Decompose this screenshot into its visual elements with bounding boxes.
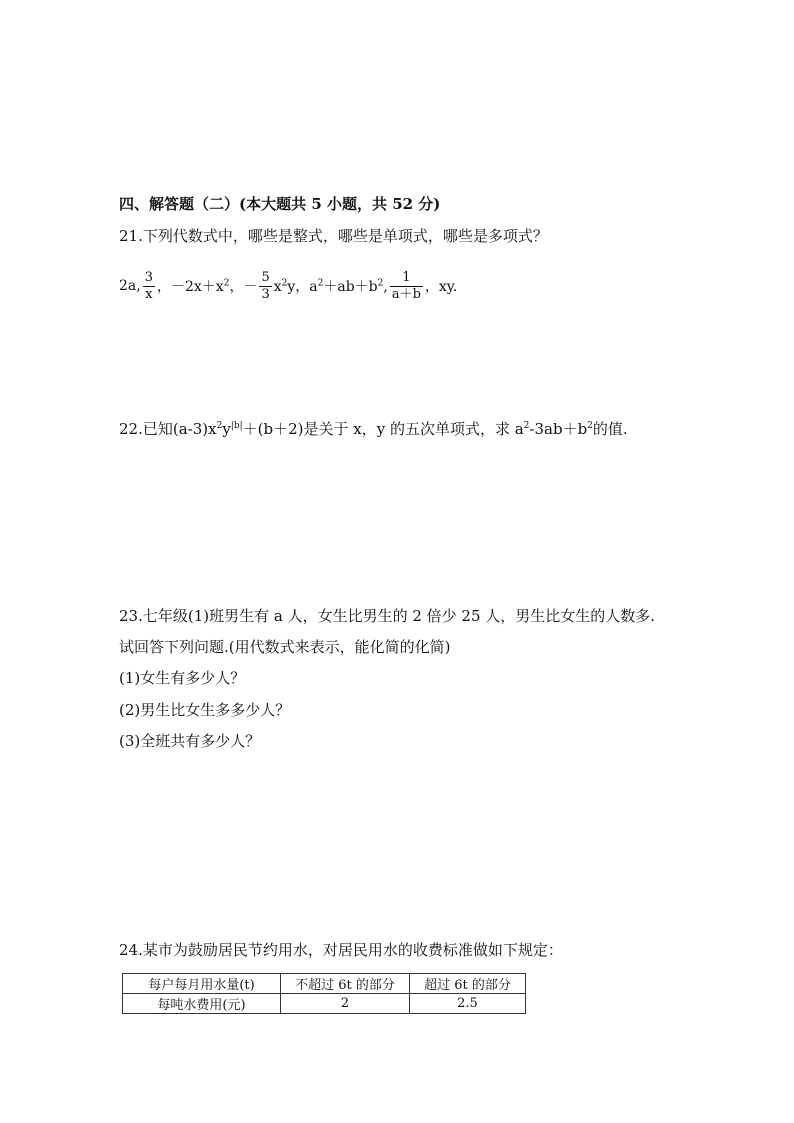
table-cell: 不超过 6t 的部分 <box>281 974 410 994</box>
fraction-numerator: 1 <box>390 270 423 287</box>
table-header-row <box>123 974 526 994</box>
question-23-line2: 试回答下列问题.(用代数式来表示，能化简的化简) <box>119 638 451 656</box>
question-21-expressions <box>119 264 457 308</box>
fraction-1-over-a-plus-b <box>390 270 423 303</box>
fraction-denominator: a＋b <box>391 286 421 302</box>
question-24-text: 24.某市为鼓励居民节约用水，对居民用水的收费标准做如下规定： <box>119 941 563 959</box>
fraction-denominator: 3 <box>261 286 270 302</box>
question-23-sub2: (2)男生比女生多多少人？ <box>119 701 291 719</box>
question-21-text: 21.下列代数式中，哪些是整式，哪些是单项式，哪些是多项式？ <box>119 227 548 245</box>
expr-minus-sign: ，－ <box>229 279 258 295</box>
water-fee-table <box>122 973 526 1014</box>
table-cell: 每户每月用水量(t) <box>123 974 281 994</box>
fraction-denominator: x <box>145 286 153 302</box>
table-cell: 2 <box>281 994 410 1014</box>
question-23-line1: 23.七年级(1)班男生有 a 人，女生比男生的 2 倍少 25 人，男生比女生的人数多. <box>119 607 656 625</box>
table-row <box>123 994 526 1014</box>
table-cell: 超过 6t 的部分 <box>410 974 526 994</box>
table-cell: 每吨水费用(元) <box>123 994 281 1014</box>
question-22-text: 22.已知$(a-3)x^2y^{|b|}+(b+2)$是关于 x，y 的五次单项式，求 $a^2-3ab+b^2$的值. <box>119 420 628 438</box>
table-cell: 2.5 <box>410 994 526 1014</box>
fraction-3-over-x <box>143 270 155 303</box>
expr-monomial: $x^2y$，$a^2+ab+b^2$, <box>273 278 388 295</box>
question-23-sub1: (1)女生有多少人？ <box>119 669 246 687</box>
expr-2a: 2a, <box>119 278 141 294</box>
expr-xy: ，xy. <box>424 279 458 295</box>
fraction-numerator: 3 <box>144 269 153 285</box>
fraction-5-over-3 <box>259 270 271 303</box>
expr-polynomial: ，$-2x+x^2$ <box>157 278 230 295</box>
question-23-sub3: (3)全班共有多少人？ <box>119 732 261 750</box>
section-heading: 四、解答题（二）(本大题共 5 小题，共 52 分) <box>119 195 441 213</box>
fraction-numerator: 5 <box>261 269 270 285</box>
